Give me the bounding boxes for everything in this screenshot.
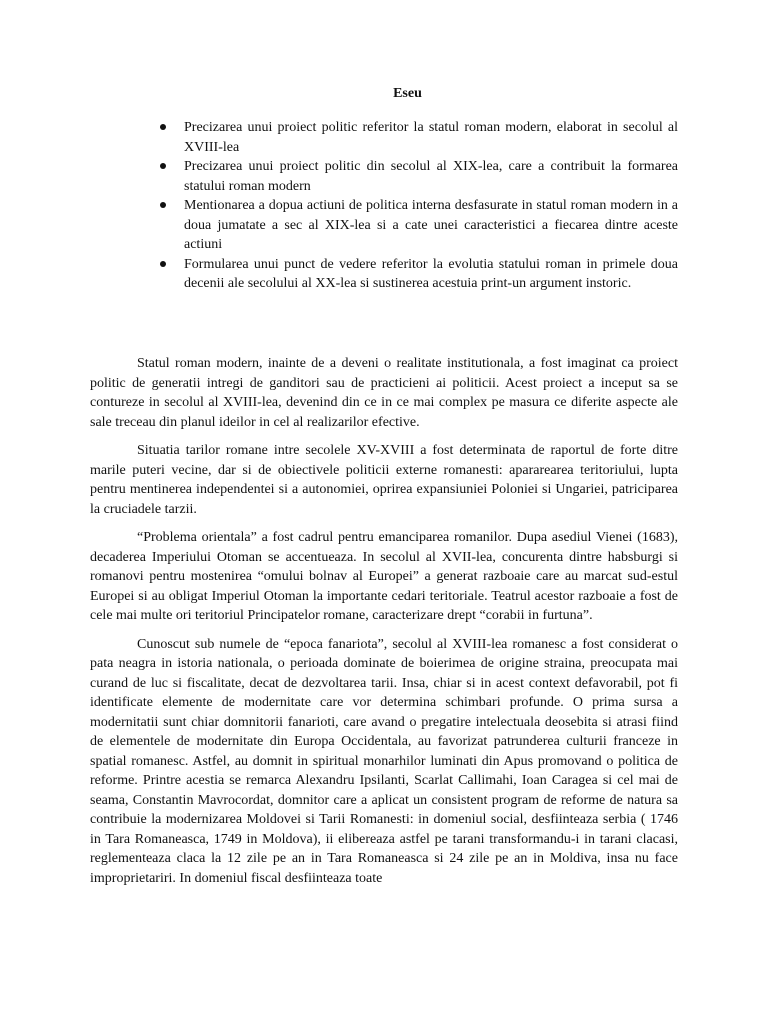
list-item-text: Mentionarea a dopua actiuni de politica interna desfasurate in statul roman modern in a doua jumatate a sec al XIX-lea si a cate unei caracteristici a fiecarea dintre aceste actiuni: [184, 198, 678, 252]
bullet-icon: [160, 124, 166, 130]
bullet-icon: [160, 202, 166, 208]
list-item: [160, 157, 678, 196]
list-item: [160, 255, 678, 294]
requirements-list: [160, 118, 678, 294]
list-item-text: Formularea unui punct de vedere referitor la evolutia statului roman in primele doua decenii ale secolului al XX-lea si sustinerea acestuia print-un argument instoric.: [184, 256, 678, 291]
list-item-text: Precizarea unui proiect politic din secolul al XIX-lea, care a contribuit la formarea statului roman modern: [184, 159, 678, 194]
paragraph: Cunoscut sub numele de “epoca fanariota”, secolul al XVIII-lea romanesc a fost considerat o pata neagra in istoria nationala, o perioada dominate de boierimea de origine straina, preocupata mai curand de luc si fiscalitate, decat de dezvoltarea tarii. Insa, chiar si in acest context defavorabil, pot fi identificate elemente de modernitate care vor determina schimbari profunde. O prima sursa a modernitatii sunt chiar domnitorii fanarioti, care avand o pregatire intelectuala deosebita si atrasi fiind de elementele de modernitate din Europa Occidentala, au favorizat patrunderea culturii franceze in spatial romanesc. Astfel, au domnit in spiritual monarhilor luminati din Apus promovand o politica de reforme. Printre acestia se remarca Alexandru Ipsilanti, Scarlat Callimahi, Ioan Caragea si cel mai de seama, Constantin Mavrocordat, domnitor care a aplicat un consistent program de reforme de natura sa contribuie la modernizarea Moldovei si Tarii Romanesti: in domeniul social, desfiinteaza serbia ( 1746 in Tara Romaneasca, 1749 in Moldova), ii elibereaza astfel pe tarani transformandu-i in tarani clacasi, reglementeaza claca la 12 zile pe an in Tara Romaneasca si 24 zile pe an in Moldiva, insa nu face improprietariri. In domeniul fiscal desfiinteaza toate: [90, 636, 678, 886]
essay-body: [90, 354, 678, 897]
paragraph: Situatia tarilor romane intre secolele XV-XVIII a fost determinata de raportul de forte ditre marile puteri vecine, dar si de obiectivele politicii externe romanesti: apararearea teritoriului, lupta pentru mentinerea independentei si a autonomiei, oprirea expansiuniei Poloniei si Ungariei, patriciparea la cruciadele tarzii.: [90, 443, 678, 517]
list-item-text: Precizarea unui proiect politic referitor la statul roman modern, elaborat in secolul al XVIII-lea: [184, 120, 678, 155]
document-title: Eseu: [393, 86, 422, 101]
bullet-icon: [160, 163, 166, 169]
paragraph: Statul roman modern, inainte de a deveni o realitate institutionala, a fost imaginat ca proiect politic de generatii intregi de ganditori sau de practicieni ai politicii. Acest proiect a inceput sa se contureze in secolul al XVIII-lea, devenind din ce in ce mai complex pe masura ce diferite aspecte ale sale treceau din planul ideilor in cel al realizarilor efective.: [90, 356, 678, 430]
list-item: [160, 118, 678, 157]
bullet-icon: [160, 261, 166, 267]
list-item: [160, 196, 678, 255]
paragraph: “Problema orientala” a fost cadrul pentru emanciparea romanilor. Dupa asediul Vienei (1683), decaderea Imperiului Otoman se accentueaza. In secolul al XVII-lea, concurenta dintre habsburgi si romanovi pentru mostenirea “omului bolnav al Europei” a generat razboaie care au marcat sud-estul Europei si au obligat Imperiul Otoman la importante cedari teritoriale. Teatrul acestor razboaie a fost de cele mai multe ori teritoriul Principatelor romane, caracterizare drept “corabii in furtuna”.: [90, 530, 678, 623]
